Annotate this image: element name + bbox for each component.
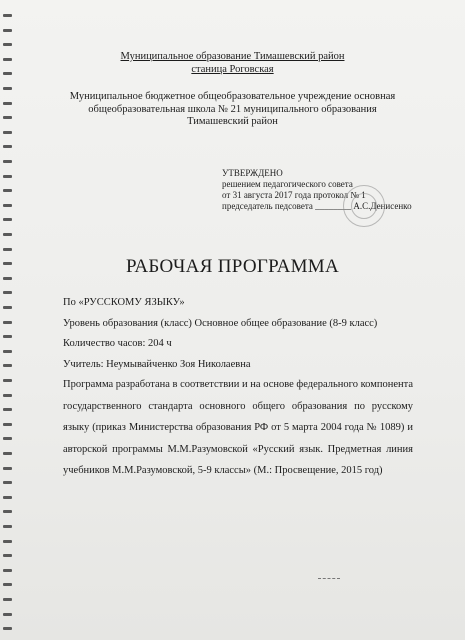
- binding-hole: [3, 233, 12, 236]
- binding-hole: [3, 583, 12, 586]
- school-stamp: [343, 185, 385, 227]
- document-title: РАБОЧАЯ ПРОГРАММА: [125, 256, 340, 277]
- binding-hole: [3, 29, 12, 32]
- school-header: [0, 91, 465, 129]
- approval-line-2: от 31 августа 2017 года протокол № 1: [222, 190, 366, 200]
- binding-hole: [3, 306, 12, 309]
- teacher-field: Учитель: Неумывайченко Зоя Николаевна: [63, 359, 251, 370]
- binding-hole: [3, 131, 12, 134]
- binding-hole: [3, 598, 12, 601]
- municipality-line: Муниципальное образование Тимашевский район: [120, 51, 345, 62]
- binding-hole: [3, 204, 12, 207]
- binding-hole: [3, 321, 12, 324]
- binding-hole: [3, 510, 12, 513]
- binding-hole: [3, 189, 12, 192]
- binding-hole: [3, 379, 12, 382]
- binding-hole: [3, 145, 12, 148]
- subject-field: По «РУССКОМУ ЯЗЫКУ»: [63, 297, 185, 308]
- binding-hole: [3, 613, 12, 616]
- approval-line-1: решением педагогического совета: [222, 179, 353, 189]
- binding-hole: [3, 569, 12, 572]
- hours-field: Количество часов: 204 ч: [63, 338, 172, 349]
- binding-hole: [3, 175, 12, 178]
- village-line: станица Роговская: [191, 64, 274, 75]
- approval-line-3: председатель педсовета ________ А.С.Денисенко: [222, 201, 412, 211]
- binding-hole: [3, 43, 12, 46]
- binding-hole: [3, 335, 12, 338]
- school-line-3: Тимашевский район: [187, 116, 278, 127]
- ink-mark: [318, 578, 340, 583]
- binding-hole: [3, 525, 12, 528]
- binding-hole: [3, 364, 12, 367]
- binding-hole: [3, 87, 12, 90]
- binding-hole: [3, 14, 12, 17]
- binding-hole: [3, 467, 12, 470]
- binding-hole: [3, 554, 12, 557]
- binding-hole: [3, 248, 12, 251]
- school-line-2: общеобразовательная школа № 21 муниципального образования: [88, 103, 377, 115]
- level-field: Уровень образования (класс) Основное общее образование (8-9 класс): [63, 318, 378, 329]
- approval-title: УТВЕРЖДЕНО: [222, 168, 283, 178]
- binding-hole: [3, 627, 12, 630]
- binding-hole: [3, 160, 12, 163]
- binding-hole: [3, 481, 12, 484]
- binding-hole: [3, 423, 12, 426]
- binding-hole: [3, 437, 12, 440]
- binding-hole: [3, 452, 12, 455]
- binding-hole: [3, 291, 12, 294]
- municipality-header: [0, 50, 465, 76]
- binding-hole: [3, 540, 12, 543]
- binding-hole: [3, 408, 12, 411]
- binding-hole: [3, 350, 12, 353]
- school-line-1: Муниципальное бюджетное общеобразовательное учреждение основная: [69, 91, 396, 102]
- binding-hole: [3, 394, 12, 397]
- program-description: Программа разработана в соответствии и на основе федерального компонента государственного стандарта основного общего образования по русскому языку (приказ Министерства образования РФ от 5 марта 2004 года № 1089) и авторской программы М.М.Разумовской «Русский язык. Предметная линия учебников М.М.Разумовской, 5-9 классы» (М.: Просвещение, 2015 год): [63, 379, 413, 476]
- binding-hole: [3, 218, 12, 221]
- binding-hole: [3, 496, 12, 499]
